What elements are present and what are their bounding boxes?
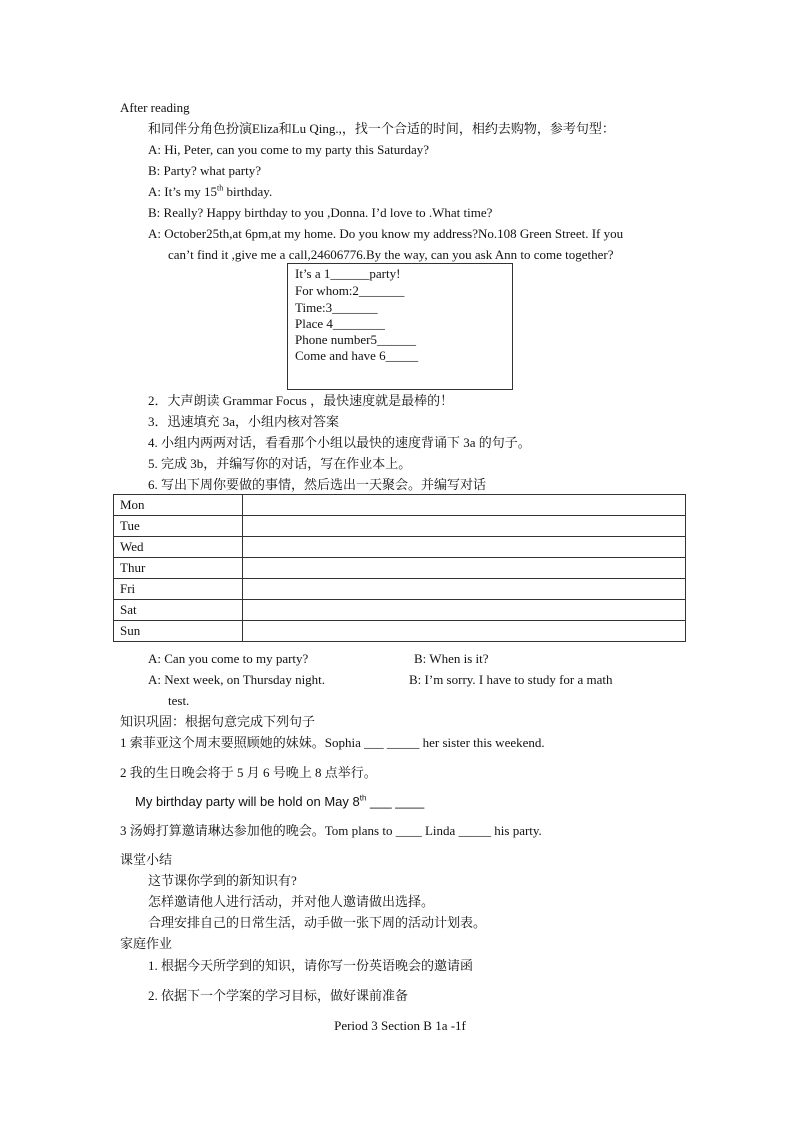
- task-item: 3．迅速填充 3a，小组内核对答案: [148, 414, 340, 429]
- dialogue-line: can’t find it ,give me a call,24606776.By the way, can you ask Ann to come together?: [168, 247, 614, 262]
- exercise-item: 1 索菲亚这个周末要照顾她的妹妹。Sophia ___ _____ her sister this weekend.: [120, 735, 545, 750]
- dialogue-line: B: Party? what party?: [148, 163, 261, 178]
- box-row: Come and have 6_____: [295, 348, 419, 363]
- homework-item: 2. 依据下一个学案的学习目标，做好课前准备: [148, 988, 409, 1003]
- day-cell: Thur: [114, 558, 243, 579]
- exercise-item: 3 汤姆打算邀请琳达参加他的晚会。Tom plans to ____ Linda _____ his party.: [120, 823, 542, 838]
- table-row: [114, 558, 686, 579]
- table-row: [114, 537, 686, 558]
- homework-item: 1. 根据今天所学到的知识，请你写一份英语晚会的邀请函: [148, 958, 474, 973]
- exercise-text: My birthday party will be hold on May 8: [135, 794, 360, 809]
- sample-dialogue-a: A: Next week, on Thursday night.: [148, 672, 326, 687]
- ordinal-suffix: th: [216, 183, 224, 193]
- sample-dialogue-a: A: Can you come to my party?: [148, 651, 309, 666]
- invitation-fill-box: [287, 263, 513, 390]
- dialogue-line: B: Really? Happy birthday to you ,Donna. I’d love to .What time?: [148, 205, 493, 220]
- box-row: Time:3_______: [295, 300, 378, 315]
- dialogue-line: A: October25th,at 6pm,at my home. Do you know my address?No.108 Green Street. If you: [148, 226, 624, 241]
- box-row: For whom:2_______: [295, 283, 405, 298]
- box-row: Phone number5______: [295, 332, 416, 347]
- section-heading: After reading: [120, 100, 190, 115]
- summary-item: 怎样邀请他人进行活动，并对他人邀请做出选择。: [148, 894, 435, 909]
- plan-cell: [243, 621, 686, 642]
- section-footer: Period 3 Section B 1a -1f: [334, 1018, 466, 1033]
- task-item: 4. 小组内两两对话，看看那个小组以最快的速度背诵下 3a 的句子。: [148, 435, 531, 450]
- task-item: 6. 写出下周你要做的事情，然后选出一天聚会。并编写对话: [148, 477, 487, 492]
- weekly-plan-table: [113, 494, 686, 642]
- table-row: [114, 516, 686, 537]
- task-item: 5. 完成 3b，并编写你的对话，写在作业本上。: [148, 456, 412, 471]
- dialogue-text: A: It’s my 15: [148, 184, 217, 199]
- summary-item: 这节课你学到的新知识有?: [148, 873, 297, 888]
- plan-cell: [243, 516, 686, 537]
- ordinal-suffix: th: [359, 793, 367, 803]
- plan-cell: [243, 537, 686, 558]
- dialogue-line: [148, 183, 272, 201]
- knowledge-title: 知识巩固：根据句意完成下列句子: [120, 714, 316, 729]
- dialogue-text: birthday.: [223, 184, 273, 199]
- day-cell: Sun: [114, 621, 243, 642]
- plan-cell: [243, 495, 686, 516]
- exercise-text: ___ ____: [366, 794, 425, 809]
- summary-item: 合理安排自己的日常生活，动手做一张下周的活动计划表。: [148, 915, 487, 930]
- day-cell: Sat: [114, 600, 243, 621]
- sample-dialogue-b: B: When is it?: [414, 651, 489, 666]
- plan-cell: [243, 558, 686, 579]
- day-cell: Tue: [114, 516, 243, 537]
- table-row: [114, 621, 686, 642]
- day-cell: Mon: [114, 495, 243, 516]
- box-row: It’s a 1______party!: [295, 266, 401, 281]
- table-row: [114, 495, 686, 516]
- exercise-item: [135, 793, 424, 811]
- sample-dialogue-b: B: I’m sorry. I have to study for a math: [409, 672, 613, 687]
- day-cell: Fri: [114, 579, 243, 600]
- plan-cell: [243, 579, 686, 600]
- exercise-item: 2 我的生日晚会将于 5 月 6 号晚上 8 点举行。: [120, 765, 377, 780]
- summary-title: 课堂小结: [120, 852, 173, 867]
- table-row: [114, 600, 686, 621]
- plan-cell: [243, 600, 686, 621]
- box-row: Place 4________: [295, 316, 385, 331]
- dialogue-line: A: Hi, Peter, can you come to my party this Saturday?: [148, 142, 430, 157]
- intro-instruction: 和同伴分角色扮演Eliza和Lu Qing.,，找一个合适的时间，相约去购物，参考句型：: [148, 121, 615, 136]
- table-row: [114, 579, 686, 600]
- sample-dialogue-cont: test.: [168, 693, 190, 708]
- homework-title: 家庭作业: [120, 936, 173, 951]
- task-item: 2．大声朗读 Grammar Focus ，最快速度就是最棒的！: [148, 393, 454, 408]
- day-cell: Wed: [114, 537, 243, 558]
